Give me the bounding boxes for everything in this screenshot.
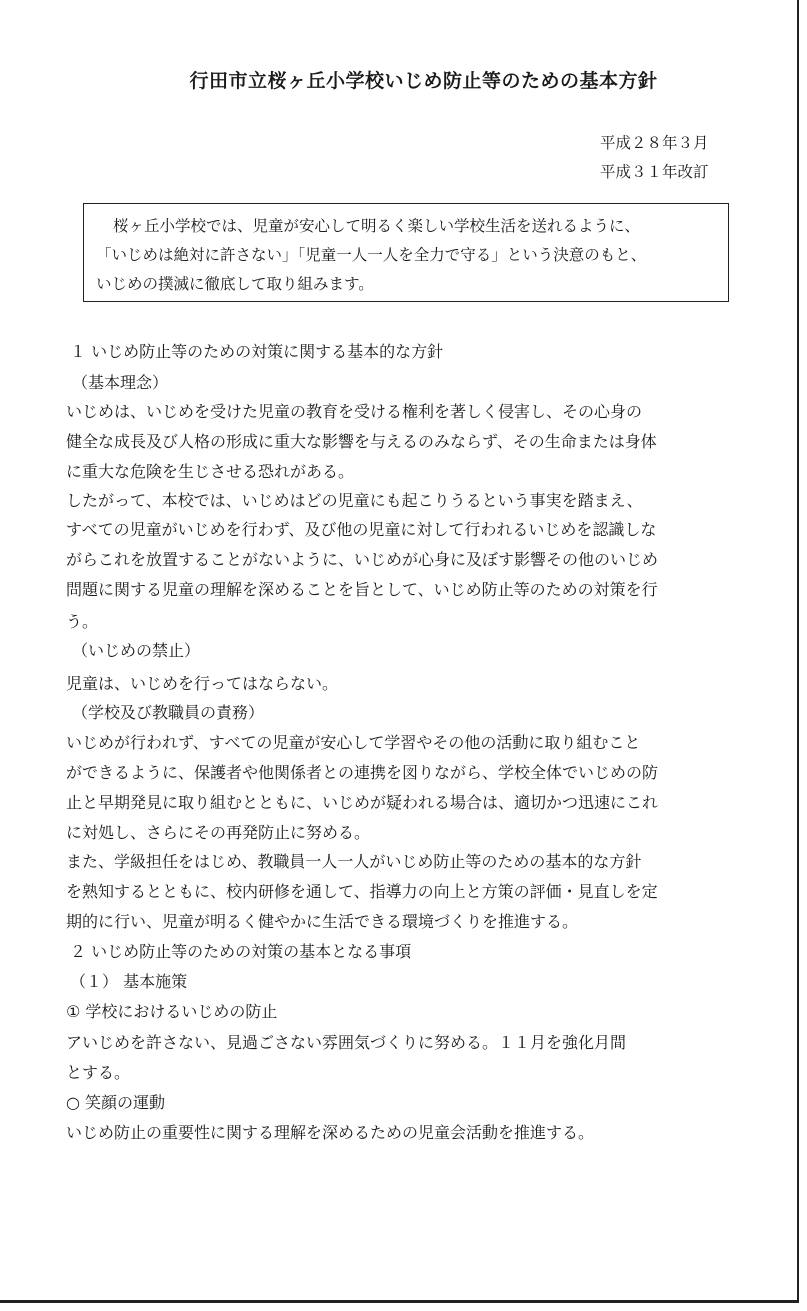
subheading-basic-principle: （基本理念）	[72, 373, 169, 392]
body-line: がらこれを放置することがないように、いじめが心身に及ぼす影響その他のいじめ	[66, 550, 659, 569]
subheading-prohibition: （いじめの禁止）	[72, 641, 201, 660]
body-line: いじめが行われず、すべての児童が安心して学習やその他の活動に取り組むこと	[66, 733, 641, 752]
subheading-basic-measures: （１） 基本施策	[70, 972, 188, 991]
body-line: う。	[66, 612, 99, 631]
intro-line: 「いじめは絶対に許さない」「児童一人一人を全力で守る」という決意のもと、	[96, 246, 647, 264]
body-line: いじめは、いじめを受けた児童の教育を受ける権利を著しく侵害し、その心身の	[66, 402, 643, 421]
body-line: に重大な危険を生じさせる恐れがある。	[66, 462, 355, 481]
section-heading-1: １ いじめ防止等のための対策に関する基本的な方針	[70, 342, 444, 361]
document-title: 行田市立桜ヶ丘小学校いじめ防止等のための基本方針	[189, 70, 658, 92]
item-heading-school-prevention: ① 学校におけるいじめの防止	[66, 1002, 278, 1021]
body-line: を熟知するとともに、校内研修を通して、指導力の向上と方策の評価・見直しを定	[66, 882, 658, 901]
body-line: すべての児童がいじめを行わず、及び他の児童に対して行われるいじめを認識しな	[66, 520, 657, 539]
body-line: いじめ防止の重要性に関する理解を深めるための児童会活動を推進する。	[66, 1123, 595, 1142]
body-line: に対処し、さらにその再発防止に努める。	[66, 823, 371, 842]
body-line: ができるように、保護者や他関係者との連携を図りながら、学校全体でいじめの防	[66, 763, 659, 782]
body-line: とする。	[66, 1063, 131, 1082]
body-line: また、学級担任をはじめ、教職員一人一人がいじめ防止等のための基本的な方針	[66, 852, 642, 871]
subheading-responsibilities: （学校及び教職員の責務）	[72, 703, 265, 722]
body-line: 止と早期発見に取り組むとともに、いじめが疑われる場合は、適切かつ迅速にこれ	[66, 793, 659, 812]
body-line: 期的に行い、児童が明るく健やかに生活できる環境づくりを推進する。	[66, 912, 579, 931]
body-line: 児童は、いじめを行ってはならない。	[66, 674, 339, 693]
date-revised: 平成３１年改訂	[600, 163, 709, 181]
body-line: 問題に関する児童の理解を深めることを旨として、いじめ防止等のための対策を行	[66, 580, 658, 599]
intro-line: いじめの撲滅に徹底して取り組みます。	[96, 275, 374, 293]
body-line: したがって、本校では、いじめはどの児童にも起こりうるという事実を踏まえ、	[66, 491, 643, 510]
intro-box	[83, 203, 729, 302]
body-line: 健全な成長及び人格の形成に重大な影響を与えるのみならず、その生命または身体	[66, 432, 657, 451]
body-line: アいじめを許さない、見過ごさない雰囲気づくりに努める。１１月を強化月間	[66, 1033, 627, 1052]
date-original: 平成２８年３月	[600, 134, 709, 152]
intro-line: 桜ヶ丘小学校では、児童が安心して明るく楽しい学校生活を送れるように、	[113, 217, 641, 235]
section-heading-2: ２ いじめ防止等のための対策の基本となる事項	[70, 942, 412, 961]
item-heading-smile-campaign: ○ 笑顔の運動	[66, 1093, 166, 1112]
